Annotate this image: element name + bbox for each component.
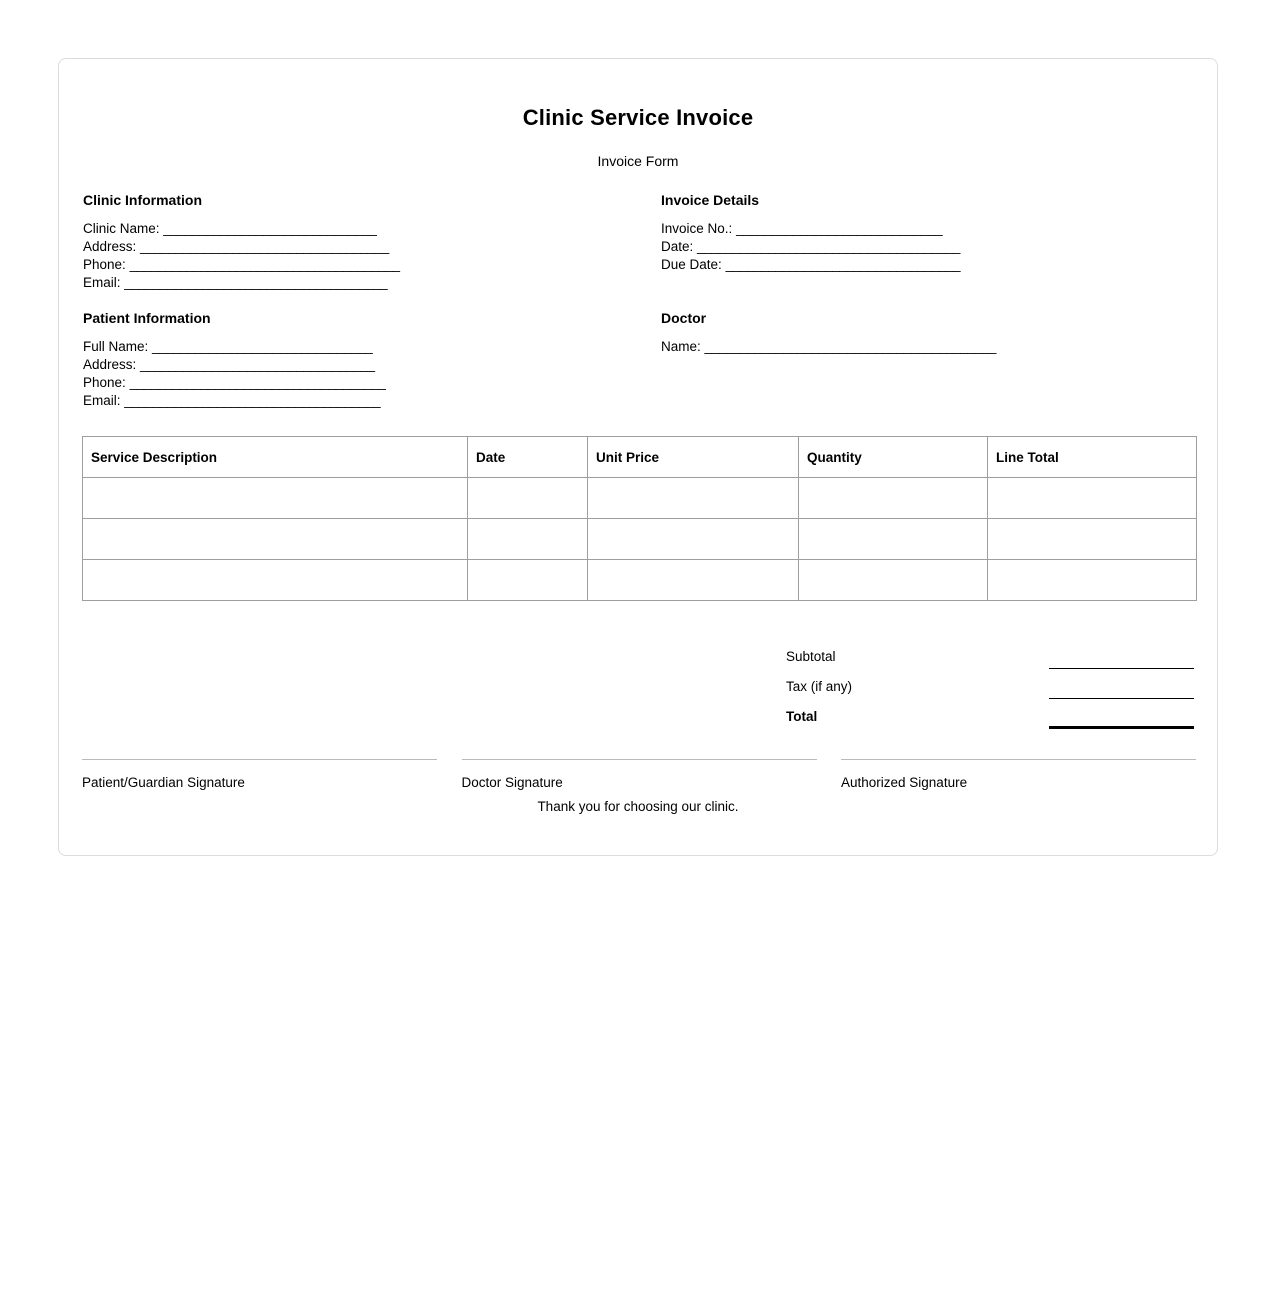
- clinic-information-heading: Clinic Information: [83, 192, 202, 208]
- column-header-quantity: Quantity: [799, 437, 988, 478]
- doctor-heading: Doctor: [661, 310, 707, 326]
- service-items-table: [82, 436, 1197, 601]
- cell-line-total[interactable]: [988, 519, 1197, 560]
- clinic-information-fields: [83, 220, 643, 292]
- table-row: [83, 519, 1197, 560]
- field-label: Phone:: [83, 257, 126, 272]
- cell-service-description[interactable]: [83, 519, 468, 560]
- field-clinic-address[interactable]: [83, 238, 643, 256]
- field-label: Clinic Name:: [83, 221, 160, 236]
- field-label: Invoice No.:: [661, 221, 733, 236]
- cell-unit-price[interactable]: [588, 478, 799, 519]
- field-invoice-date[interactable]: [661, 238, 1201, 256]
- signature-doctor[interactable]: [462, 759, 817, 791]
- field-patient-email[interactable]: [83, 392, 643, 410]
- doctor-fields: [661, 338, 1201, 356]
- table-row: [83, 478, 1197, 519]
- field-patient-full-name[interactable]: [83, 338, 643, 356]
- page-title: Clinic Service Invoice: [522, 105, 754, 130]
- field-doctor-name[interactable]: [661, 338, 1201, 356]
- field-underline: _________________________________________: [704, 339, 996, 354]
- field-label: Full Name:: [83, 339, 149, 354]
- field-underline: _________________________________: [725, 257, 961, 272]
- field-clinic-name[interactable]: [83, 220, 643, 238]
- totals-section: [786, 646, 1194, 736]
- cell-unit-price[interactable]: [588, 560, 799, 601]
- field-underline: _____________________________________: [697, 239, 961, 254]
- field-label: Email:: [83, 275, 121, 290]
- invoice-details-heading: Invoice Details: [661, 192, 760, 208]
- signature-line: [462, 759, 817, 760]
- cell-quantity[interactable]: [799, 560, 988, 601]
- field-patient-address[interactable]: [83, 356, 643, 374]
- totals-value-tax[interactable]: [1049, 698, 1194, 699]
- field-label: Phone:: [83, 375, 126, 390]
- field-patient-phone[interactable]: [83, 374, 643, 392]
- column-header-unit-price: Unit Price: [588, 437, 799, 478]
- cell-date[interactable]: [468, 560, 588, 601]
- field-underline: _________________________________: [140, 357, 375, 372]
- field-label: Address:: [83, 239, 137, 254]
- cell-unit-price[interactable]: [588, 519, 799, 560]
- cell-line-total[interactable]: [988, 478, 1197, 519]
- cell-service-description[interactable]: [83, 478, 468, 519]
- field-invoice-no[interactable]: [661, 220, 1201, 238]
- totals-row-tax: [786, 676, 1194, 706]
- page-subtitle: Invoice Form: [597, 153, 679, 169]
- cell-line-total[interactable]: [988, 560, 1197, 601]
- column-header-line-total: Line Total: [988, 437, 1197, 478]
- invoice-page: [58, 58, 1218, 856]
- totals-value-subtotal[interactable]: [1049, 668, 1194, 669]
- footer-note: Thank you for choosing our clinic.: [537, 799, 739, 814]
- patient-information-section: [83, 310, 643, 410]
- field-clinic-phone[interactable]: [83, 256, 643, 274]
- field-label: Email:: [83, 393, 121, 408]
- invoice-page-inner: [59, 59, 1217, 855]
- totals-label: Subtotal: [786, 649, 836, 664]
- invoice-details-section: [661, 192, 1201, 274]
- field-label: Address:: [83, 357, 137, 372]
- cell-quantity[interactable]: [799, 519, 988, 560]
- table-header-row: [83, 437, 1197, 478]
- field-invoice-due-date[interactable]: [661, 256, 1201, 274]
- table-row: [83, 560, 1197, 601]
- field-underline: ______________________________________: [129, 257, 400, 272]
- field-label: Date:: [661, 239, 694, 254]
- totals-row-subtotal: [786, 646, 1194, 676]
- cell-quantity[interactable]: [799, 478, 988, 519]
- signature-caption: Authorized Signature: [841, 775, 968, 790]
- cell-service-description[interactable]: [83, 560, 468, 601]
- field-label: Name:: [661, 339, 701, 354]
- signature-line: [82, 759, 437, 760]
- table-body: [83, 478, 1197, 601]
- field-label: Due Date:: [661, 257, 722, 272]
- totals-label: Tax (if any): [786, 679, 853, 694]
- field-underline: _____________________________: [736, 221, 943, 236]
- column-header-date: Date: [468, 437, 588, 478]
- invoice-details-fields: [661, 220, 1201, 274]
- clinic-information-section: [83, 192, 643, 292]
- totals-label: Total: [786, 709, 818, 724]
- signature-line: [841, 759, 1196, 760]
- column-header-service-description: Service Description: [83, 437, 468, 478]
- doctor-section: [661, 310, 1201, 356]
- patient-information-fields: [83, 338, 643, 410]
- field-underline: ____________________________________: [124, 393, 381, 408]
- patient-information-heading: Patient Information: [83, 310, 211, 326]
- signature-patient-guardian[interactable]: [82, 759, 437, 791]
- table-head: [83, 437, 1197, 478]
- signature-caption: Patient/Guardian Signature: [82, 775, 245, 790]
- signature-caption: Doctor Signature: [461, 775, 563, 790]
- field-underline: ____________________________________: [129, 375, 386, 390]
- field-underline: _______________________________: [152, 339, 373, 354]
- cell-date[interactable]: [468, 519, 588, 560]
- field-underline: ______________________________: [163, 221, 377, 236]
- field-underline: ___________________________________: [140, 239, 389, 254]
- signature-section: [82, 759, 1196, 791]
- field-clinic-email[interactable]: [83, 274, 643, 292]
- field-underline: _____________________________________: [124, 275, 388, 290]
- totals-value-total[interactable]: [1049, 726, 1194, 729]
- signature-authorized[interactable]: [841, 759, 1196, 791]
- totals-row-total: [786, 706, 1194, 736]
- cell-date[interactable]: [468, 478, 588, 519]
